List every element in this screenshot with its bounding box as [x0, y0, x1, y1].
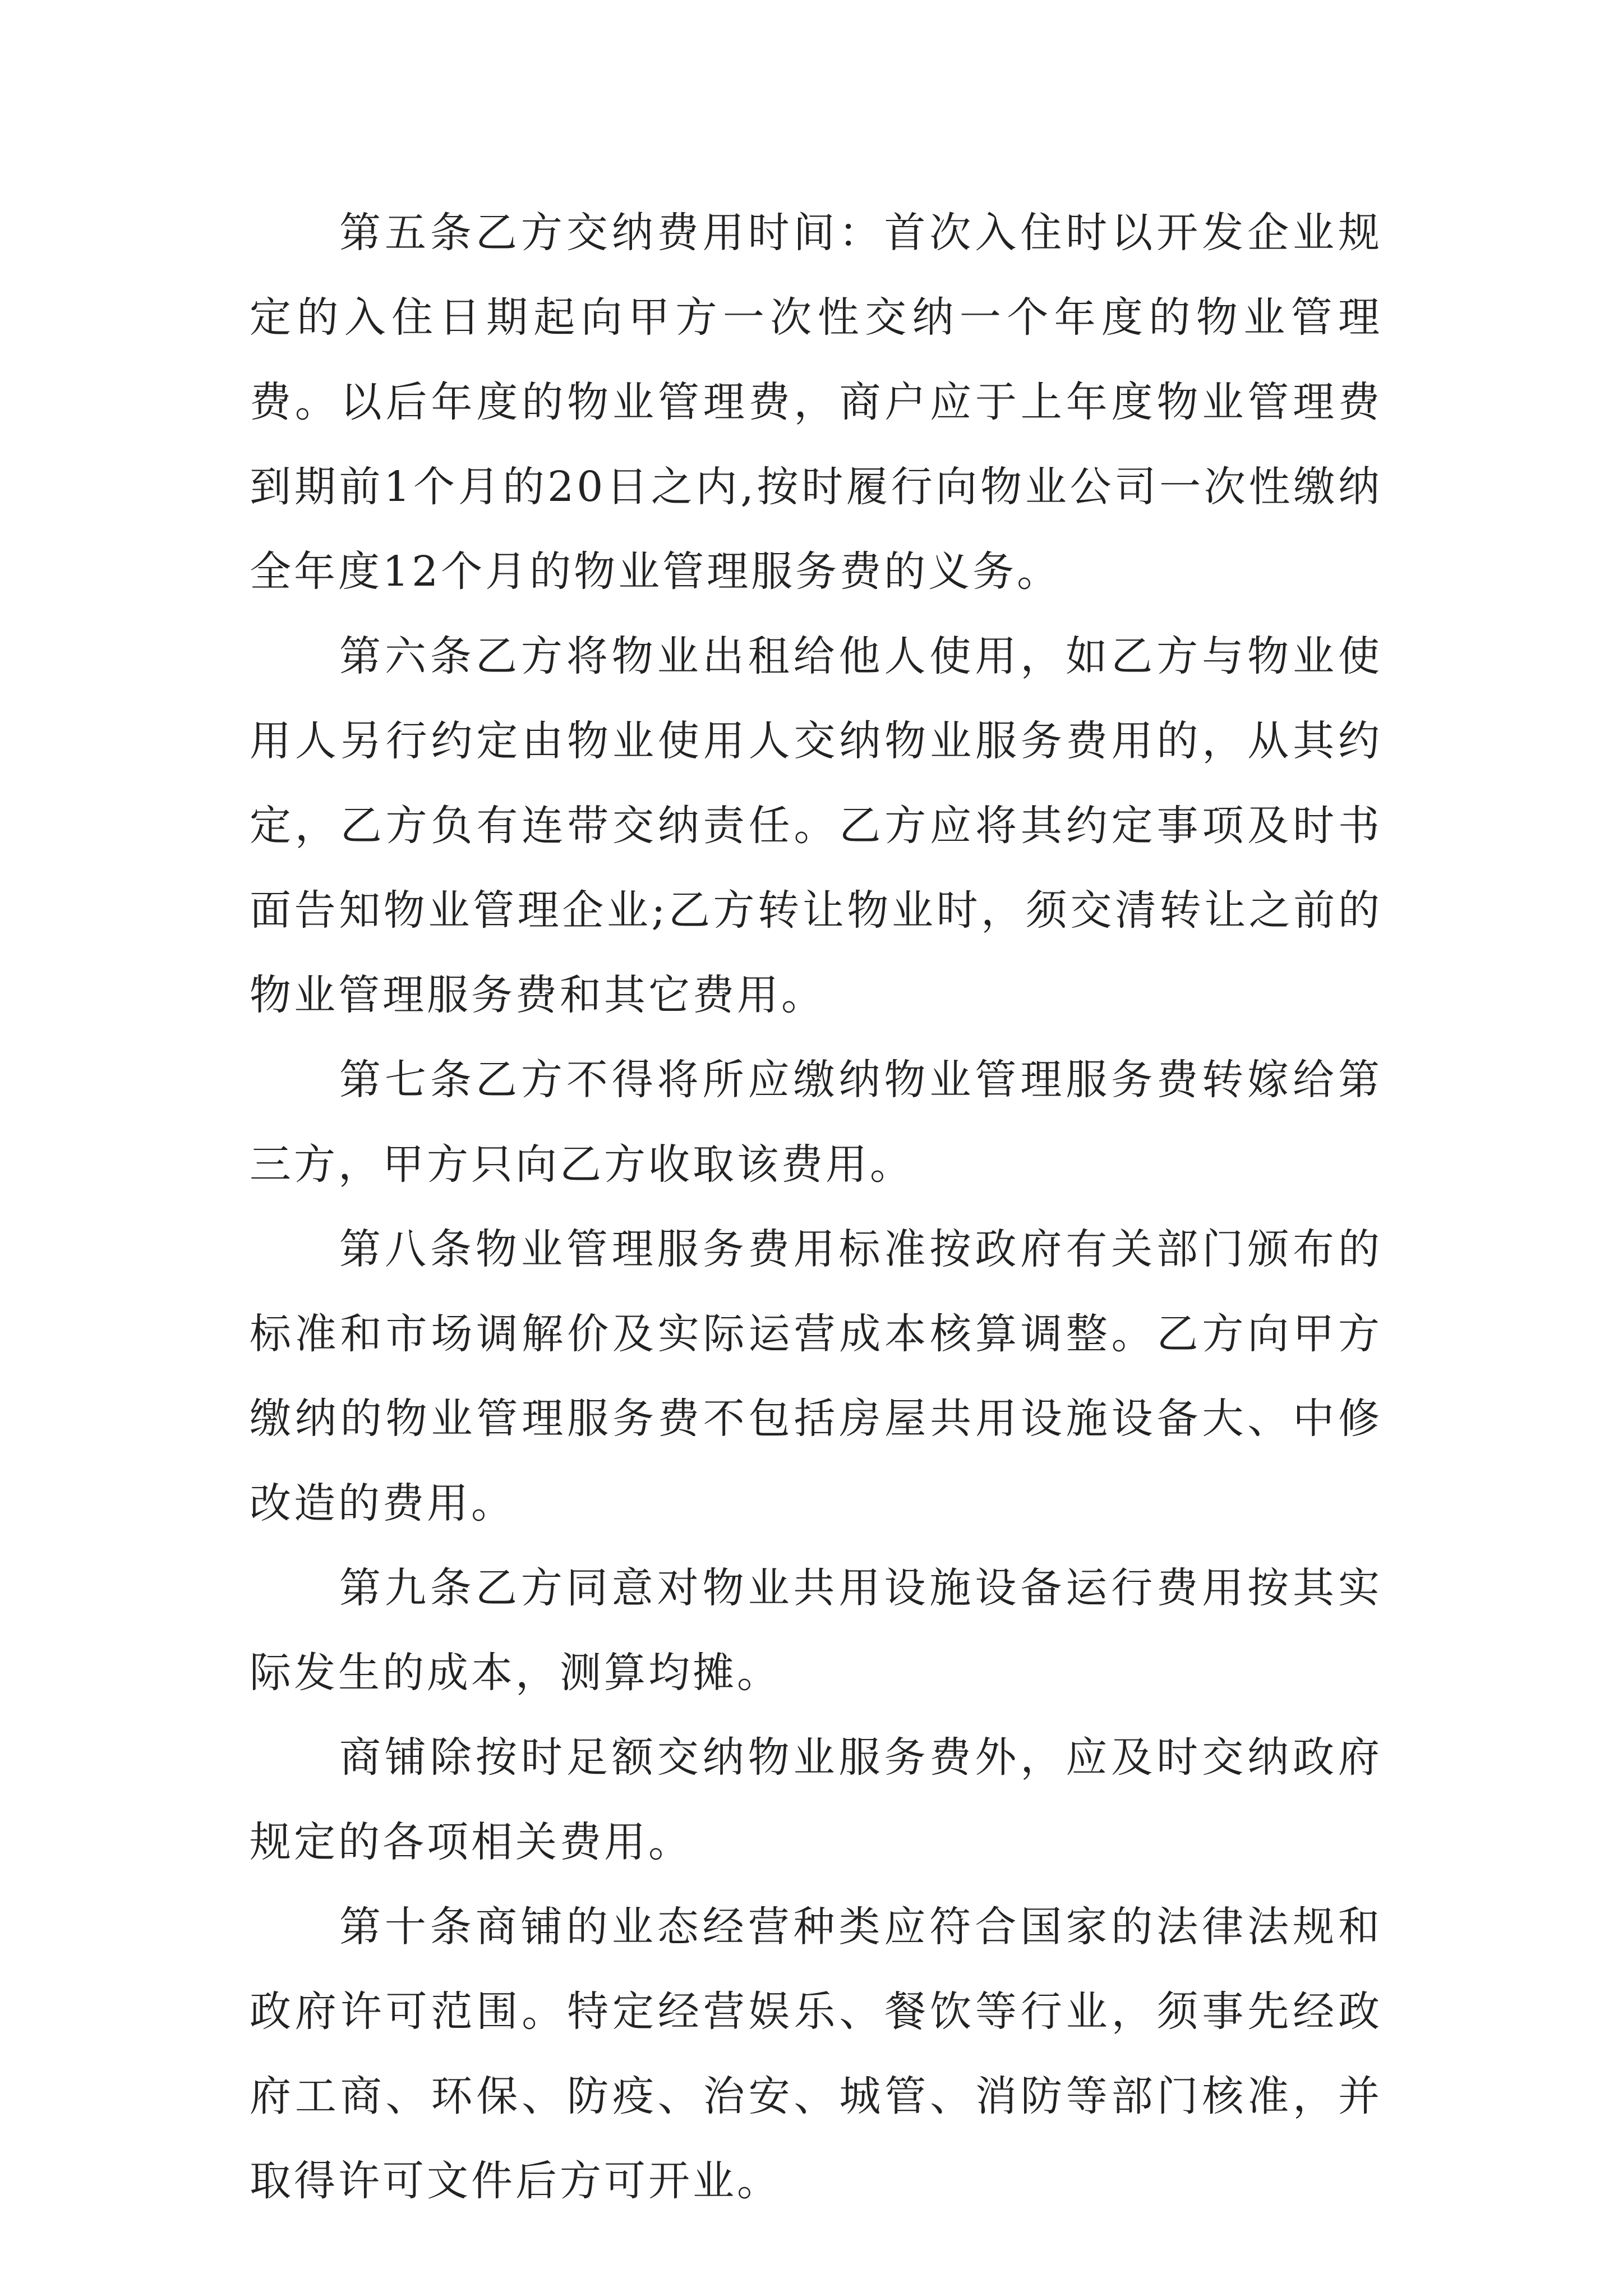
paragraph-article-9: 第九条乙方同意对物业共用设施设备运行费用按其实际发生的成本，测算均摊。 — [250, 1564, 1382, 1697]
paragraph-article-7: 第七条乙方不得将所应缴纳物业管理服务费转嫁给第三方，甲方只向乙方收取该费用。 — [250, 1056, 1382, 1189]
document-body — [250, 191, 1382, 2224]
paragraph-article-8: 第八条物业管理服务费用标准按政府有关部门颁布的标准和市场调解价及实际运营成本核算调整。乙方向甲方缴纳的物业管理服务费不包括房屋共用设施设备大、中修改造的费用。 — [250, 1225, 1382, 1527]
paragraph-article-6: 第六条乙方将物业出租给他人使用，如乙方与物业使用人另行约定由物业使用人交纳物业服务费用的，从其约定，乙方负有连带交纳责任。乙方应将其约定事项及时书面告知物业管理企业;乙方转让物业时，须交清转让之前的物业管理服务费和其它费用。 — [250, 632, 1382, 1019]
paragraph-article-10: 第十条商铺的业态经营种类应符合国家的法律法规和政府许可范围。特定经营娱乐、餐饮等行业，须事先经政府工商、环保、防疫、治安、城管、消防等部门核准，并取得许可文件后方可开业。 — [250, 1903, 1382, 2205]
paragraph-article-5: 第五条乙方交纳费用时间：首次入住时以开发企业规定的入住日期起向甲方一次性交纳一个年度的物业管理费。以后年度的物业管理费，商户应于上年度物业管理费到期前1个月的20日之内,按时履行向物业公司一次性缴纳全年度12个月的物业管理服务费的义务。 — [250, 209, 1382, 596]
paragraph-shop-fees: 商铺除按时足额交纳物业服务费外，应及时交纳政府规定的各项相关费用。 — [250, 1733, 1382, 1866]
